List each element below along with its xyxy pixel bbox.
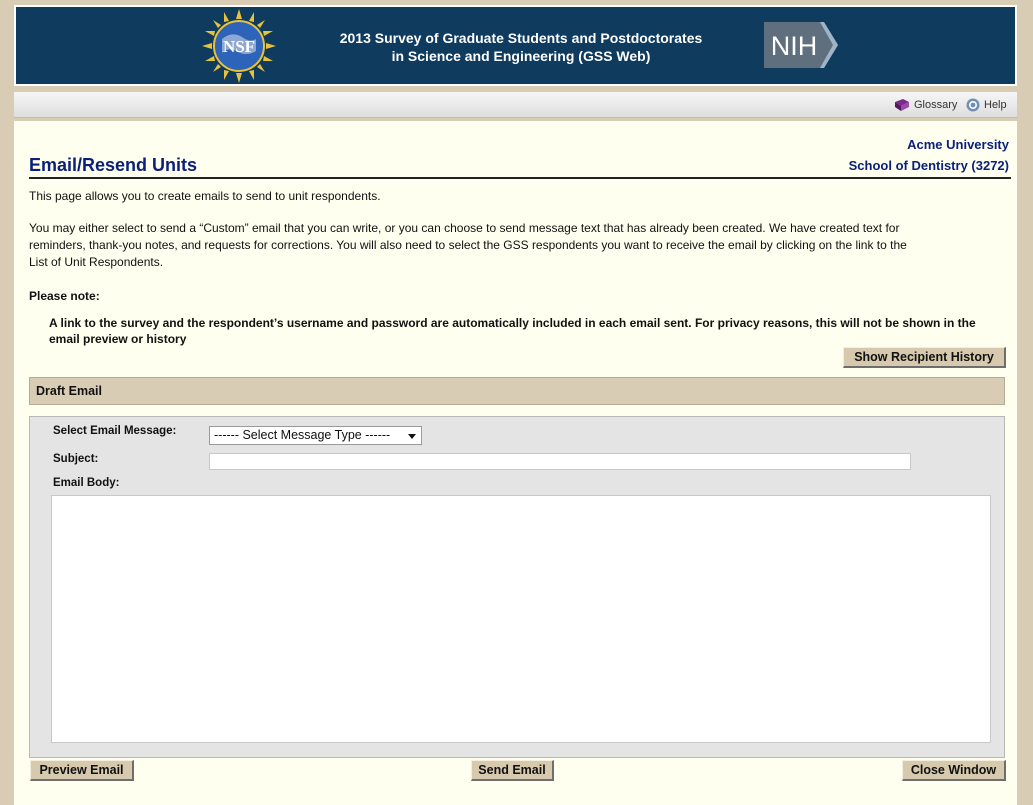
nsf-logo (202, 9, 276, 83)
intro-paragraph-1: This page allows you to create emails to send to unit respondents. (29, 189, 381, 203)
page-title: Email/Resend Units (29, 155, 198, 175)
draft-email-header: Draft Email (29, 377, 1005, 405)
send-email-button[interactable]: Send Email (471, 760, 554, 781)
intro-line-3: List of Unit Respondents. (29, 255, 164, 269)
dropdown-arrow-icon (408, 434, 416, 439)
glossary-link[interactable] (894, 98, 957, 112)
intro-paragraph-2 (29, 220, 1004, 271)
svg-text:NSF: NSF (222, 37, 256, 56)
message-type-select[interactable] (209, 426, 422, 445)
glossary-label: Glossary (914, 99, 958, 111)
toolbar (14, 91, 1017, 118)
intro-line-1: You may either select to send a “Custom” email that you can write, or you can choose to send message text that has already been created. We have created text for (29, 221, 900, 235)
title-divider (29, 177, 1011, 179)
book-icon (894, 98, 910, 112)
survey-banner (14, 5, 1017, 86)
help-link[interactable] (966, 98, 1007, 112)
nih-logo (762, 20, 842, 70)
main-content (14, 121, 1017, 805)
subject-input[interactable] (209, 453, 911, 470)
help-label: Help (984, 99, 1007, 111)
select-message-label: Select Email Message: (53, 425, 177, 437)
intro-line-2: reminders, thank-you notes, and requests for corrections. You will also need to select the GSS respondents you want to receive the email by clicking on the link to the (29, 238, 907, 252)
note-label: Please note: (29, 289, 100, 303)
survey-title (296, 29, 746, 65)
preview-email-button[interactable]: Preview Email (30, 760, 134, 781)
message-type-value: ------ Select Message Type ------ (214, 428, 391, 442)
survey-title-line2: in Science and Engineering (GSS Web) (391, 48, 651, 64)
email-body-textarea[interactable] (51, 495, 991, 743)
email-body-label: Email Body: (53, 477, 120, 489)
svg-text:NIH: NIH (770, 31, 818, 61)
unit-name: School of Dentistry (3272) (848, 158, 1009, 173)
subject-label: Subject: (53, 453, 99, 465)
note-text: A link to the survey and the respondent’s username and password are automatically included in each email sent. For privacy reasons, this will not be shown in the email preview or history (49, 316, 976, 346)
close-window-button[interactable]: Close Window (902, 760, 1006, 781)
institution-name: Acme University (907, 137, 1009, 152)
help-icon (966, 98, 980, 112)
show-recipient-history-button[interactable]: Show Recipient History (843, 347, 1006, 368)
draft-email-panel (29, 416, 1005, 758)
survey-title-line1: 2013 Survey of Graduate Students and Postdoctorates (339, 30, 703, 46)
